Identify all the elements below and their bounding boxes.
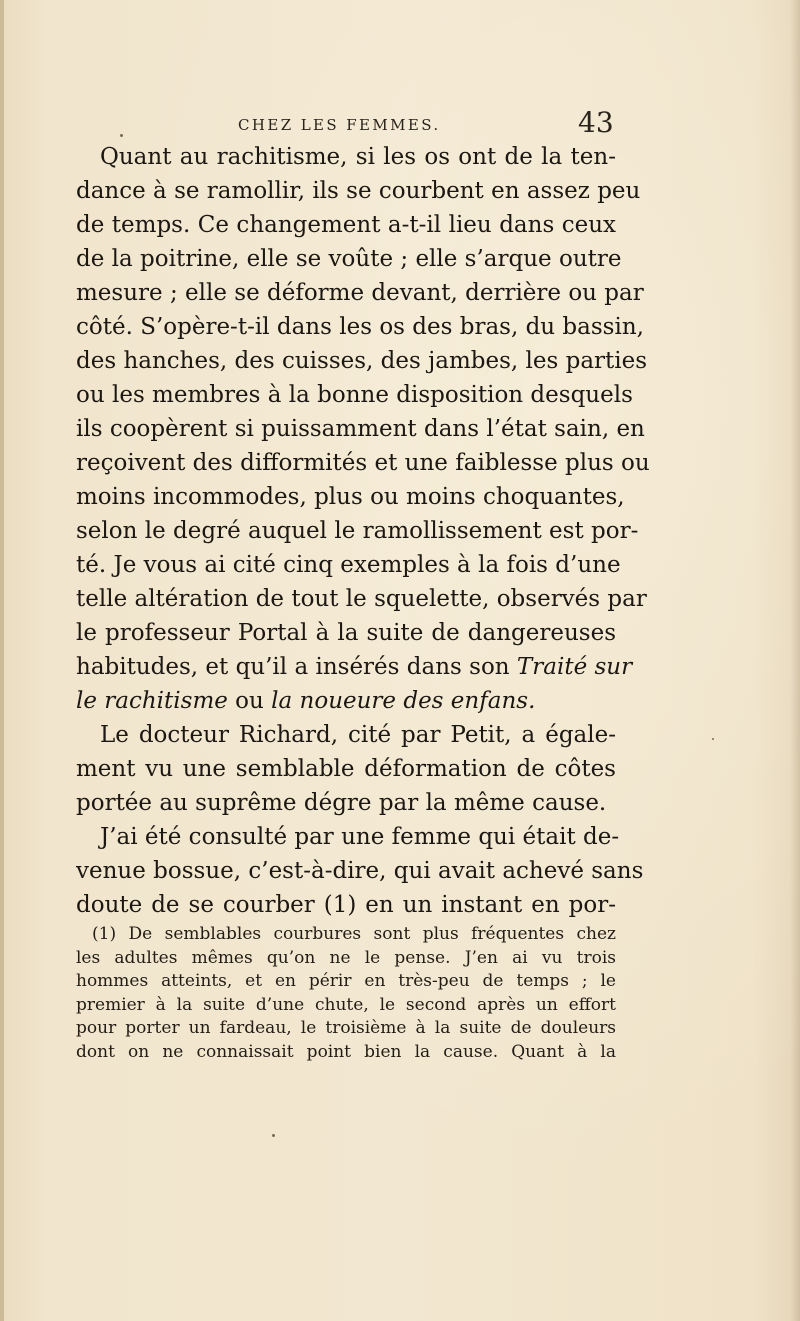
body-line: dance à se ramollir, ils se courbent en assez peu	[76, 178, 641, 204]
body-line: ment vu une semblable déformation de côtes	[76, 756, 616, 782]
body-line: portée au suprême dégre par la même cause.	[76, 790, 607, 816]
page-right-shadow	[790, 0, 800, 1321]
book-title-italic: la noueure des enfans.	[271, 688, 536, 714]
connector-word: ou	[235, 688, 264, 714]
footnote-line: (1) De semblables courbures sont plus fréquentes chez	[92, 924, 616, 944]
page-left-edge	[0, 0, 4, 1321]
footnote-line: les adultes mêmes qu’on ne le pense. J’en ai vu trois	[76, 947, 616, 968]
body-line: Le docteur Richard, cité par Petit, a égale-	[100, 722, 616, 748]
body-line: de la poitrine, elle se voûte ; elle s’arque outre	[76, 246, 622, 272]
body-line: mesure ; elle se déforme devant, derrière ou par	[76, 280, 644, 306]
running-title: CHEZ LES FEMMES.	[238, 116, 441, 134]
body-line: le professeur Portal à la suite de dangereuses	[76, 620, 616, 646]
body-text	[76, 140, 650, 922]
body-line: venue bossue, c’est-à-dire, qui avait achevé sans	[76, 858, 644, 884]
book-title-italic: Traité sur	[516, 654, 633, 680]
body-line: selon le degré auquel le ramollissement est por-	[76, 518, 639, 544]
footnote	[76, 923, 616, 1065]
page-number: 43	[578, 106, 614, 139]
body-line: ou les membres à la bonne disposition desquels	[76, 382, 633, 408]
book-title-italic: le rachitisme	[76, 688, 228, 714]
paper-speck	[272, 1134, 275, 1137]
footnote-line: premier à la suite d’une chute, le second après un effort	[76, 994, 616, 1015]
body-line: té. Je vous ai cité cinq exemples à la fois d’une	[76, 552, 621, 578]
paper-speck	[712, 738, 714, 740]
footnote-line: dont on ne connaissait point bien la cause. Quant à la	[76, 1041, 616, 1062]
body-line: Quant au rachitisme, si les os ont de la ten-	[100, 144, 616, 170]
body-line-text: habitudes, et qu’il a insérés dans son	[76, 654, 510, 680]
body-line: J’ai été consulté par une femme qui était de-	[100, 824, 620, 850]
body-line: ils coopèrent si puissamment dans l’état sain, en	[76, 416, 645, 442]
footnote-line: pour porter un fardeau, le troisième à la suite de douleurs	[76, 1018, 616, 1039]
body-line: telle altération de tout le squelette, observés par	[76, 586, 647, 612]
body-line-with-title	[76, 650, 633, 684]
body-line: des hanches, des cuisses, des jambes, les parties	[76, 348, 648, 374]
body-line-title-end	[76, 684, 616, 718]
body-line: reçoivent des difformités et une faiblesse plus ou	[76, 450, 650, 476]
footnote-line: hommes atteints, et en périr en très-peu de temps ; le	[76, 971, 616, 992]
body-line: moins incommodes, plus ou moins choquantes,	[76, 484, 625, 510]
body-line: doute de se courber (1) en un instant en por-	[76, 892, 616, 918]
paper-speck	[120, 134, 123, 137]
body-line: de temps. Ce changement a-t-il lieu dans ceux	[76, 212, 616, 238]
body-line: côté. S’opère-t-il dans les os des bras, du bassin,	[76, 314, 644, 340]
